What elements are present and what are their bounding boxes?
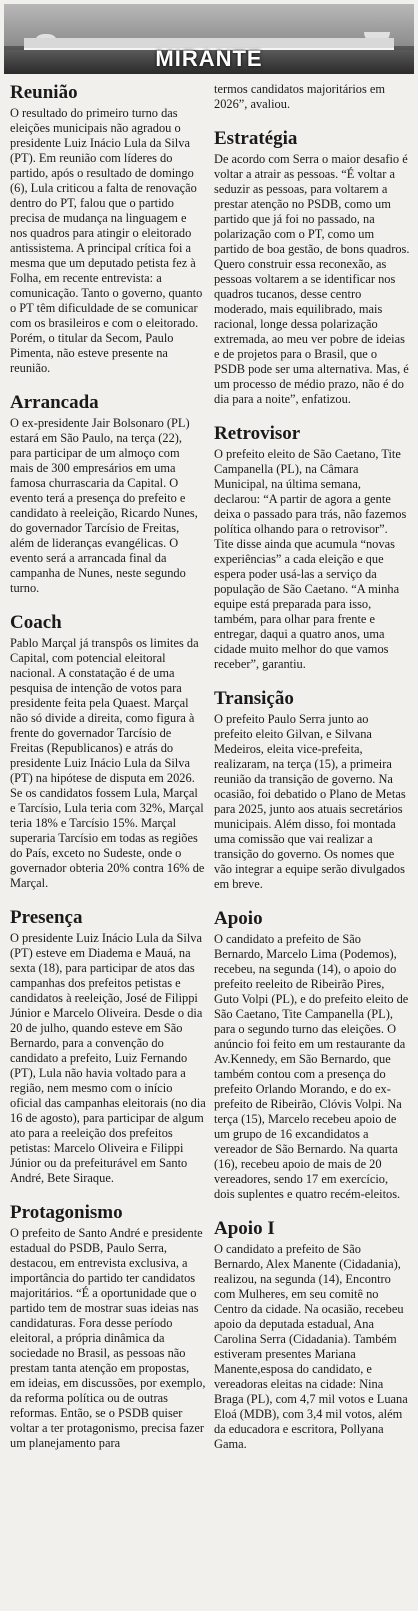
article-protagonismo [10, 1202, 206, 1451]
article-body: O prefeito eleito de São Caetano, Tite Campanella (PL), na Câmara Municipal, na última semana, declarou: “A partir de agora a gente deixa o passado para trás, não fazemos política olhando para o retrovisor”. Tite disse ainda que acumula “novas experiências” a cada eleição e que espera poder usá-las a serviço da população de São Caetano. “A minha equipe está preparada para isso, também, para olhar para frente e entregar, daqui a quatro anos, uma cidade muito melhor do que vamos receber”, garantiu. [214, 447, 407, 671]
article-protagonismo-continued [214, 82, 410, 112]
article-retrovisor [214, 423, 410, 672]
section-banner [4, 4, 414, 74]
article-headline: Estratégia [214, 128, 298, 149]
article-headline: Arrancada [10, 392, 99, 413]
article-body: O resultado do primeiro turno das eleições municipais não agradou o presidente Luiz Inácio Lula da Silva (PT). Em reunião com líderes do partido, após o resultado de domingo (6), Lula criticou a falta de renovação dentro do PT, falou que o partido precisa de mudança na linguagem e nos quadros para atingir o eleitorado antissistema. A principal crítica foi a mesma que um deputado petista fez à Folha, em recente entrevista: a comunicação. Tanto o governo, quanto o PT têm dificuldade de se comunicar com os brasileiros e com o eleitorado. Porém, o titular da Secom, Paulo Pimenta, não esteve presente na reunião. [10, 106, 203, 375]
article-arrancada [10, 392, 206, 596]
article-body: O ex-presidente Jair Bolsonaro (PL) estará em São Paulo, na terça (22), para participar de um almoço com mais de 300 empresários em uma famosa churrascaria da Capital. O evento terá a presença do prefeito e candidato à reeleição, Ricardo Nunes, do governador Tarcísio de Freitas, além de lideranças evangélicas. O evento será a arrancada final da campanha de Nunes, neste segundo turno. [10, 416, 198, 595]
article-apoio-i [214, 1218, 410, 1452]
article-headline: Apoio I [214, 1218, 275, 1239]
article-headline: Protagonismo [10, 1202, 123, 1223]
article-headline: Presença [10, 907, 83, 928]
article-body: O prefeito de Santo André e presidente estadual do PSDB, Paulo Serra, destacou, em entrevista exclusiva, a importância do partido ter candidatos majoritários. “É a oportunidade que o partido tem de mostrar suas ideias nas candidaturas. Fora desse período eleitoral, a própria dinâmica da sociedade no Brasil, as pessoas não prestam tanta atenção em propostas, em ideias, em discussões, por exemplo, da reforma política ou de outras reformas. Então, se o PSDB quiser voltar a ter protagonismo, precisa fazer um planejamento para [10, 1226, 206, 1450]
article-body: O presidente Luiz Inácio Lula da Silva (PT) esteve em Diadema e Mauá, na sexta (18), para participar de atos das campanhas dos prefeitos petistas e candidatos à reeleição, José de Filippi Júnior e Marcelo Oliveira. Desde o dia 20 de julho, quando esteve em São Bernardo, para a convenção do candidato a prefeito, Luiz Fernando (PT), Lula não havia voltado para a região, nem mesmo com o início oficial das campanhas eleitorais (no dia 16 de agosto), para participar de algum ato para a reeleição dos prefeitos petistas: Marcelo Oliveira e Filippi Júnior ou da prefeiturável em Santo André, Bete Siraque. [10, 931, 206, 1185]
article-body: termos candidatos majoritários em 2026”, avaliou. [214, 82, 386, 111]
article-presenca [10, 907, 206, 1186]
article-headline: Apoio [214, 908, 263, 929]
article-coach [10, 612, 206, 891]
article-apoio [214, 908, 410, 1202]
article-reuniao [10, 82, 206, 376]
article-transicao [214, 688, 410, 892]
article-headline: Coach [10, 612, 62, 633]
article-body: Pablo Marçal já transpôs os limites da Capital, com potencial eleitoral nacional. A constatação é de uma pesquisa de intenção de votos para presidente feita pela Quaest. Marçal não só divide a direita, como figura à frente do governador Tarcísio de Freitas (Republicanos) e atrás do presidente Luiz Inácio Lula da Silva (PT) na hipótese de disputa em 2026. Se os candidatos fossem Lula, Marçal e Tarcísio, Lula teria com 32%, Marçal teria 18% e Tarcísio 15%. Marçal superaria Tarcísio em todas as regiões do País, exceto no Sudeste, onde o governador obteria 20% contra 16% de Marçal. [10, 636, 205, 890]
article-body: O candidato a prefeito de São Bernardo, Alex Manente (Cidadania), realizou, na segunda (14), Encontro com Mulheres, em seu comitê no Centro da cidade. Na ocasião, recebeu apoio da deputada estadual, Ana Carolina Serra (Cidadania). Também estiveram presentes Mariana Manente,esposa do candidato, e vereadoras eleitas na cidade: Nina Braga (PL), com 4,7 mil votos e Luana Eloá (MDB), com 3,4 mil votos, além da educadora e escritora, Pollyana Gama. [214, 1242, 408, 1451]
article-body: O prefeito Paulo Serra junto ao prefeito eleito Gilvan, e Silvana Medeiros, eleita vice-prefeita, realizaram, na terça (15), a primeira reunião da transição de governo. Na ocasião, foi debatido o Plano de Metas para 2025, junto aos atuais secretários municipais. Além disso, foi montada uma comissão que vai realizar a transição do governo. Os nomes que vão integrar a equipe serão divulgados em breve. [214, 712, 406, 891]
article-estrategia [214, 128, 410, 407]
article-headline: Reunião [10, 82, 78, 103]
right-column [214, 82, 410, 1468]
article-headline: Retrovisor [214, 423, 301, 444]
section-title: MIRANTE [155, 46, 263, 71]
article-body: O candidato a prefeito de São Bernardo, Marcelo Lima (Podemos), recebeu, na segunda (14), o apoio do prefeito reeleito de Ribeirão Pires, Guto Volpi (PL), e do prefeito eleito de São Caetano, Tite Campanella (PL), para o segundo turno das eleições. O anúncio foi feito em um restaurante da Av.Kennedy, em São Bernardo, que também contou com a presença do prefeito Orlando Morando, e do ex-prefeito de Ribeirão, Clóvis Volpi. Na terça (15), Marcelo recebeu apoio de um grupo de 16 excandidatos a vereador de São Bernardo. Na quarta (16), recebeu apoio de mais de 20 vereadores, sendo 17 em exercício, dois suplentes e quatro recém-eleitos. [214, 932, 409, 1201]
left-column [10, 82, 206, 1467]
article-headline: Transição [214, 688, 294, 709]
article-body: De acordo com Serra o maior desafio é voltar a atrair as pessoas. “É voltar a seduzir as pessoas, para voltarem a prestar atenção no PSDB, como um partido que já foi no passado, na polarização com o PT, como um partido de boa gestão, de bons quadros. Quero construir essa reconexão, as pessoas voltarem a se identificar nos quadros tucanos, desse centro moderado, mais equilibrado, mais racional, longe dessa polarização extremada, ao meu ver pobre de ideias e de projetos para o Brasil, que o PSDB pode ser uma alternativa. Mas, é um processo de médio prazo, não é do dia para a noite”, enfatizou. [214, 152, 410, 406]
